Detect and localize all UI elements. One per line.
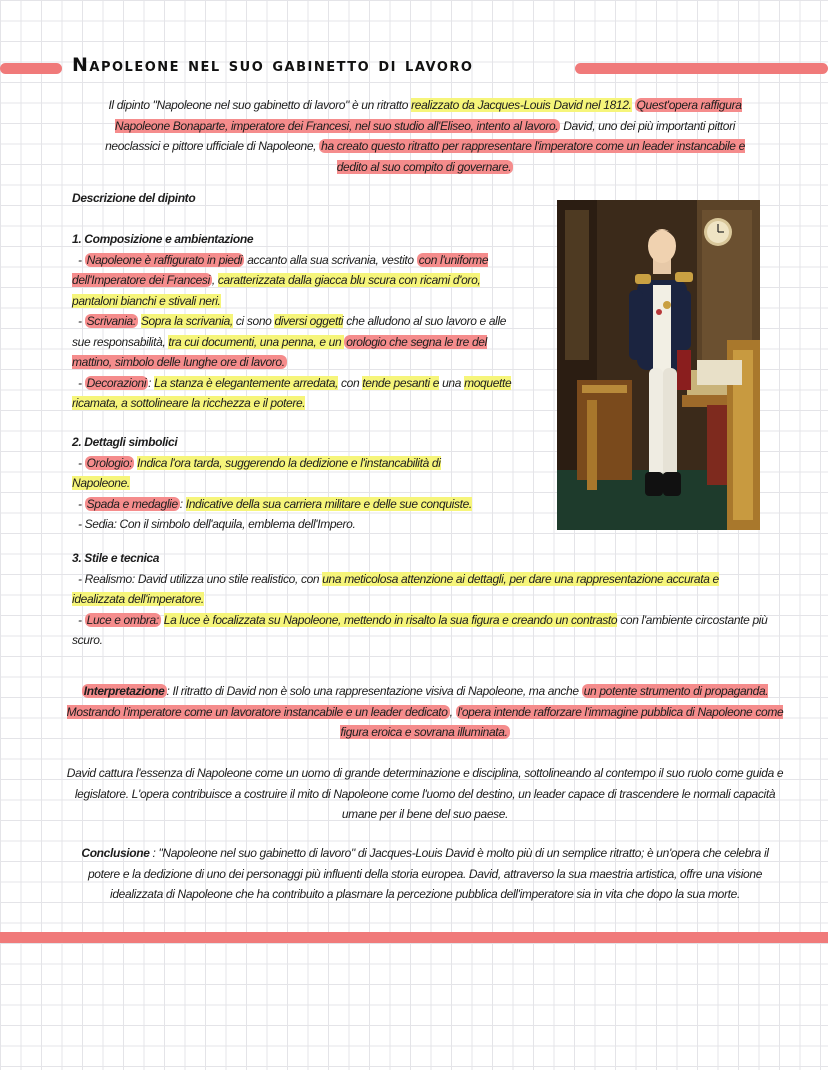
text-run: Napoleone è raffigurato in piedi [86, 252, 243, 267]
text-run: : [179, 496, 186, 511]
composition-item-decor [72, 373, 512, 414]
text-run: tra cui documenti, una penna, e un [168, 334, 345, 349]
symbol-item-sword [72, 494, 472, 515]
text-run: - [78, 252, 85, 267]
text-run: Il dipinto "Napoleone nel suo gabinetto di lavoro" è un ritratto [108, 98, 412, 112]
text-run: che alludono al suo lavoro e alle sue responsabilità, [72, 314, 507, 349]
text-run: Spada e medaglie [86, 496, 178, 511]
composition-item-uniform [72, 250, 512, 312]
napoleon-portrait-icon [557, 200, 760, 530]
text-run: Conclusione [81, 846, 150, 860]
text-run: : [148, 375, 155, 390]
description-heading: Descrizione del dipinto [72, 191, 196, 205]
text-run: La stanza è elegantemente arredata, [154, 375, 339, 390]
text-run: Indicative della sua carriera militare e delle sue conquiste. [185, 496, 472, 511]
text-run: : "Napoleone nel suo gabinetto di lavoro" di Jacques-Louis David è molto più di un semplice ritratto; è un'opera che celebra il potere e la dedizione di uno dei personaggi più influenti della storia europea. David, attraverso la sua maestria artistica, offre una visione idealizzata di Napoleone che ha contribuito a plasmare la percezione pubblica dell'imperatore sia in vita che dopo la sua morte. [87, 846, 769, 901]
text-run: - [78, 496, 85, 511]
page-title: Napoleone nel suo gabinetto di lavoro [72, 54, 474, 76]
conclusion-paragraph [64, 843, 786, 905]
text-run: ha creato questo ritratto per rappresentare l'imperatore come un leader instancabile e dedito al suo compito di governare. [321, 139, 745, 174]
text-run: - [78, 455, 85, 470]
style-item-realism [72, 569, 772, 610]
symbol-item-chair [72, 514, 472, 535]
text-run: Decorazioni [86, 375, 147, 390]
text-run: - [78, 612, 85, 627]
text-run: , [211, 273, 218, 287]
text-run: Interpretazione [83, 684, 165, 698]
composition-item-desk [72, 311, 512, 373]
title-bar-right [575, 63, 828, 74]
section-symbols [72, 432, 472, 535]
text-run: David cattura l'essenza di Napoleone come un uomo di grande determinazione e disciplina, sottolineando al contempo il suo ruolo come guida e legislatore. L'opera contribuisce a costruire il mito di Napoleone come l'uomo del destino, un leader capace di trascendere le normali capacità umane per il bene del suo paese. [66, 766, 784, 821]
text-run: diversi oggetti [274, 314, 344, 328]
interpretation-paragraph [64, 681, 786, 743]
section-composition-heading: 1. Composizione e ambientazione [72, 232, 254, 246]
text-run: Sopra la scrivania, [140, 314, 233, 328]
text-run: caratterizzata dalla giacca blu scura con ricami d'oro, pantaloni bianchi e stivali neri. [72, 273, 481, 308]
text-run: realizzato da Jacques-Louis David nel 1812. [411, 98, 632, 112]
text-run: Luce e ombra: [86, 612, 159, 627]
text-run: Orologio: [86, 455, 133, 470]
essence-paragraph [64, 763, 786, 825]
text-run: Quest'opera raffigura Napoleone Bonaparte, imperatore dei Francesi, nel suo studio all'Eliseo, intento al lavoro. [114, 98, 742, 133]
text-run: David, uno dei più importanti pittori neoclassici e pittore ufficiale di Napoleone, [105, 118, 736, 153]
footer-bar [0, 932, 828, 943]
text-run: tende pesanti e [362, 375, 440, 390]
section-composition [72, 229, 512, 414]
text-run: Indica l'ora tarda, suggerendo la dedizione e l'instancabilità di Napoleone. [72, 455, 441, 490]
text-run: accanto alla sua scrivania, vestito [244, 252, 417, 267]
symbol-item-clock [72, 453, 472, 494]
style-item-light [72, 610, 772, 651]
text-run: Scrivania: [86, 314, 136, 328]
text-run: orologio che segna le tre del mattino, simbolo delle lunghe ore di lavoro. [72, 334, 487, 369]
text-run: una [439, 375, 465, 390]
text-run: - [78, 314, 85, 328]
text-run: - [78, 375, 85, 390]
text-run: un potente strumento di propaganda. Mostrando l'imperatore come un lavoratore instancabile e un leader dedicato [66, 684, 769, 719]
text-run: - Sedia: Con il simbolo dell'aquila, emblema dell'Impero. [78, 517, 356, 531]
section-symbols-heading: 2. Dettagli simbolici [72, 435, 178, 449]
text-run: con [338, 375, 363, 390]
text-run: : Il ritratto di David non è solo una rappresentazione visiva di Napoleone, ma anche [166, 684, 582, 698]
painting-image [557, 200, 760, 530]
text-run: una meticolosa attenzione ai dettagli, per dare una rappresentazione accurata e idealizzata dell'imperatore. [72, 571, 719, 606]
text-run: La luce è focalizzata su Napoleone, mettendo in risalto la sua figura e creando un contrasto [163, 612, 618, 627]
text-run: , [449, 704, 456, 719]
text-run: ci sono [232, 314, 275, 328]
text-run: - Realismo: David utilizza uno stile realistico, con [78, 571, 323, 586]
text-run: l'opera intende rafforzare l'immagine pubblica di Napoleone come figura eroica e sovrana illuminata. [340, 704, 784, 739]
section-style-heading: 3. Stile e tecnica [72, 551, 160, 565]
text-run: con l'ambiente circostante più scuro. [72, 612, 768, 647]
intro-paragraph [90, 95, 760, 177]
text-run: con l'uniforme dell'Imperatore dei Francesi [72, 252, 489, 287]
section-style [72, 548, 772, 651]
text-run: moquette ricamata, a sottolineare la ricchezza e il potere. [72, 375, 512, 410]
title-bar-left [0, 63, 62, 74]
